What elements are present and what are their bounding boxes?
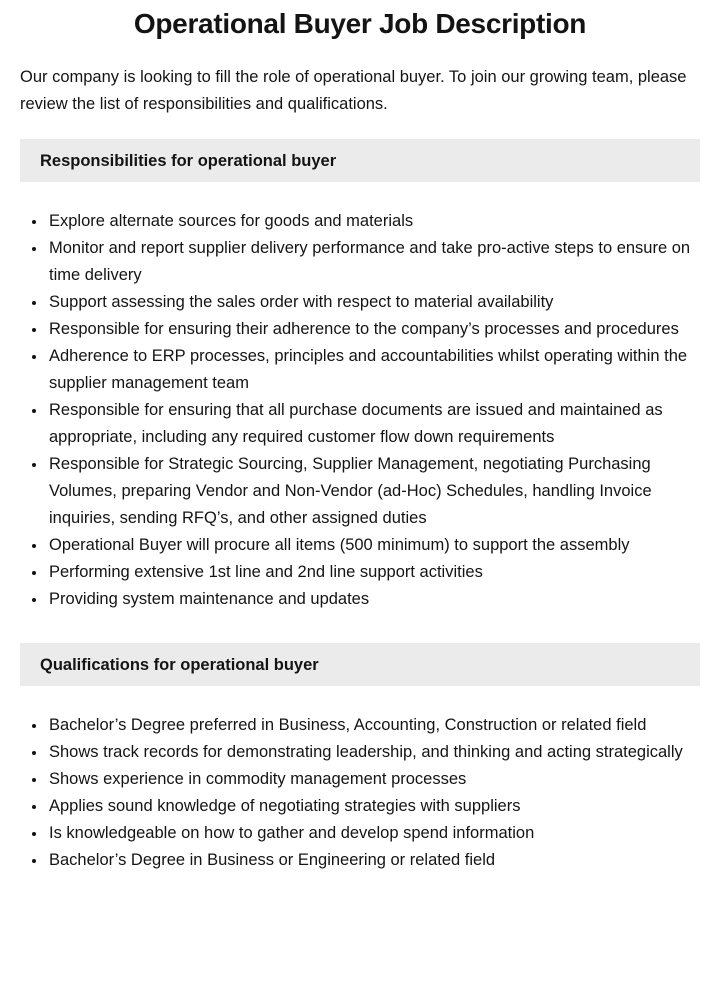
list-item: • Performing extensive 1st line and 2nd line support activities	[47, 559, 700, 586]
list-item: • Responsible for ensuring their adherence to the company’s processes and procedures	[47, 316, 700, 343]
list-item: • Operational Buyer will procure all items (500 minimum) to support the assembly	[47, 532, 700, 559]
list-item: • Is knowledgeable on how to gather and develop spend information	[47, 820, 700, 847]
list-item: • Support assessing the sales order with respect to material availability	[47, 289, 700, 316]
list-item: • Shows experience in commodity management processes	[47, 766, 700, 793]
page-title: Operational Buyer Job Description	[133, 8, 587, 39]
list-item: • Providing system maintenance and updates	[47, 586, 700, 613]
list-item: • Shows track records for demonstrating leadership, and thinking and acting strategically	[47, 739, 700, 766]
list-item: • Applies sound knowledge of negotiating strategies with suppliers	[47, 793, 700, 820]
responsibilities-section-heading: Responsibilities for operational buyer	[20, 139, 700, 182]
responsibilities-list	[20, 208, 700, 613]
intro-paragraph: Our company is looking to fill the role of operational buyer. To join our growing team, please review the list of responsibilities and qualifications.	[20, 68, 687, 113]
list-item: • Adherence to ERP processes, principles and accountabilities whilst operating within the supplier management team	[47, 343, 700, 397]
list-item: • Monitor and report supplier delivery performance and take pro-active steps to ensure on time delivery	[47, 235, 700, 289]
list-item: • Responsible for ensuring that all purchase documents are issued and maintained as appropriate, including any required customer flow down requirements	[47, 397, 700, 451]
list-item: • Responsible for Strategic Sourcing, Supplier Management, negotiating Purchasing Volumes, preparing Vendor and Non-Vendor (ad-Hoc) Schedules, handling Invoice inquiries, sending RFQ’s, and other assigned duties	[47, 451, 700, 532]
list-item: • Explore alternate sources for goods and materials	[47, 208, 700, 235]
qualifications-list	[20, 712, 700, 874]
list-item: • Bachelor’s Degree preferred in Business, Accounting, Construction or related field	[47, 712, 700, 739]
qualifications-section-heading: Qualifications for operational buyer	[20, 643, 700, 686]
list-item: • Bachelor’s Degree in Business or Engineering or related field	[47, 847, 700, 874]
